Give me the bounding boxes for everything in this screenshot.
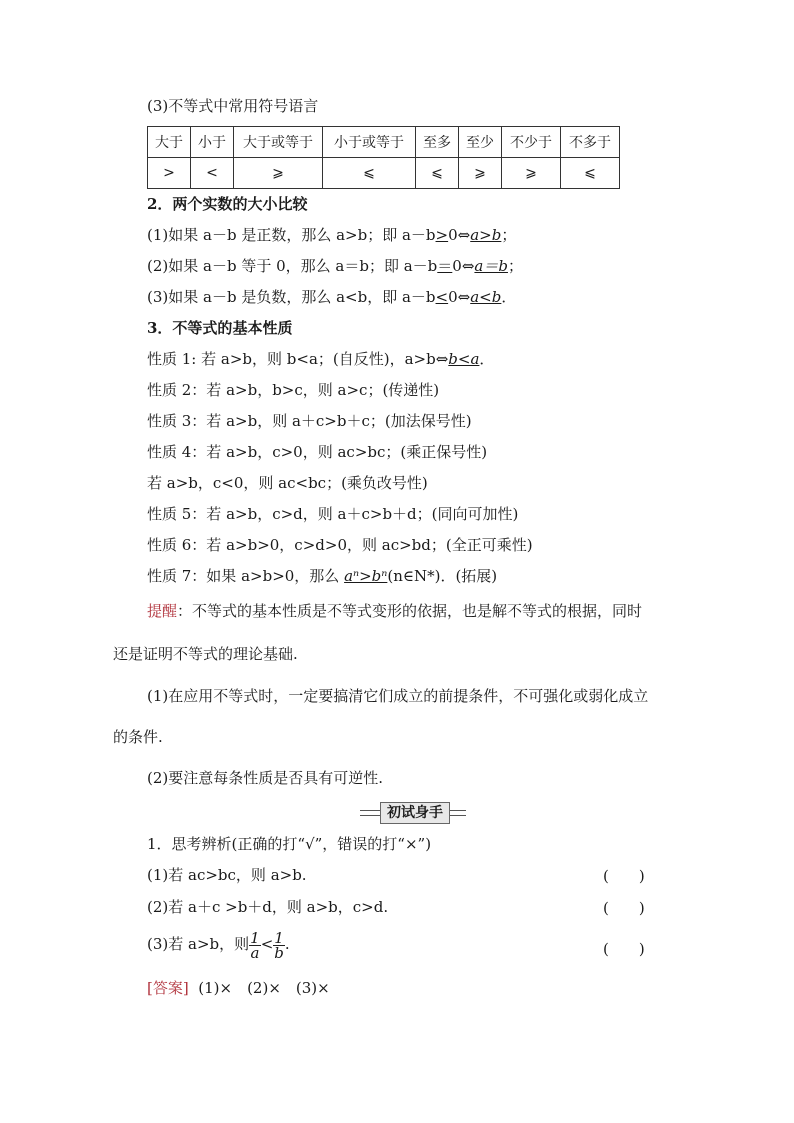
answer-blank-2: ( ) [603, 899, 645, 917]
header-cell: 至少 [459, 127, 502, 158]
value-cell: ⩾ [459, 158, 502, 189]
reminder-note-2: (2)要注意每条性质是否具有可逆性. [147, 769, 384, 787]
property-7-result: aⁿ>bⁿ [344, 567, 388, 585]
header-cell: 不少于 [502, 127, 561, 158]
section-header [360, 800, 466, 824]
compare-line-3-relation: < [435, 288, 449, 306]
reminder-line-1 [147, 601, 642, 621]
property-1-result: b<a [448, 350, 480, 368]
header-cell: 不多于 [561, 127, 620, 158]
answer-label: [答案] [147, 979, 189, 997]
compare-line-3-end: ． [501, 288, 517, 306]
value-cell: ⩾ [234, 158, 323, 189]
compare-line-2-relation: ＝ [437, 257, 453, 275]
reminder-line-2: 还是证明不等式的理论基础. [113, 645, 298, 663]
value-cell: > [148, 158, 191, 189]
section-header-title: 初试身手 [380, 802, 450, 824]
exercise-item-2: (2)若 a＋c >b＋d，则 a>b，c>d. [147, 898, 389, 916]
fraction-numerator: 1 [274, 928, 284, 947]
header-cell: 至多 [416, 127, 459, 158]
property-2: 性质 2：若 a>b，b>c，则 a>c；(传递性) [147, 381, 440, 399]
symbols-heading: (3)不等式中常用符号语言 [147, 97, 319, 115]
value-cell: ⩾ [502, 158, 561, 189]
value-cell: ⩽ [561, 158, 620, 189]
symbol-table-header-row [148, 127, 620, 158]
compare-line-3-mid: 0⇔ [448, 288, 471, 306]
property-6: 性质 6：若 a>b>0，c>d>0，则 ac>bd；(全正可乘性) [147, 536, 533, 554]
reminder-text-1: ：不等式的基本性质是不等式变形的依据，也是解不等式的根据，同时 [177, 602, 643, 620]
header-cell: 大于 [148, 127, 191, 158]
header-cell: 大于或等于 [234, 127, 323, 158]
compare-line-1-result: a>b [470, 226, 502, 244]
property-1-end: ． [479, 350, 495, 368]
properties-title: 3．不等式的基本性质 [147, 319, 293, 337]
compare-line-3 [147, 287, 516, 307]
compare-line-1 [147, 225, 516, 245]
compare-line-3-result: a<b [470, 288, 502, 306]
property-3: 性质 3：若 a>b，则 a＋c>b＋c；(加法保号性) [147, 412, 472, 430]
compare-line-2-end: ； [507, 257, 523, 275]
property-4: 性质 4：若 a>b，c>0，则 ac>bc；(乘正保号性) [147, 443, 488, 461]
exercise-item-1: (1)若 ac>bc，则 a>b. [147, 866, 307, 884]
property-7-text: 性质 7：如果 a>b>0，那么 [147, 567, 345, 585]
compare-line-1-end: ； [501, 226, 517, 244]
fraction-denominator: b [274, 943, 284, 962]
exercise-question: 1．思考辨析(正确的打“√”，错误的打“×”) [147, 835, 432, 853]
value-cell: < [191, 158, 234, 189]
value-cell: ⩽ [323, 158, 416, 189]
header-cell: 小于或等于 [323, 127, 416, 158]
answer-text: (1)× (2)× (3)× [198, 979, 330, 997]
less-than-sign: < [260, 935, 274, 953]
compare-line-2 [147, 256, 523, 276]
compare-line-2-text: (2)如果 a－b 等于 0，那么 a＝b；即 a－b [147, 257, 438, 275]
property-1-text: 性质 1: 若 a>b，则 b<a；(自反性)，a>b⇔ [147, 350, 449, 368]
fraction-1-over-a [249, 928, 261, 962]
compare-line-2-mid: 0⇔ [452, 257, 475, 275]
compare-line-1-text: (1)如果 a－b 是正数，那么 a>b；即 a－b [147, 226, 436, 244]
symbol-table [147, 126, 620, 189]
answer-blank-1: ( ) [603, 867, 645, 885]
reminder-note-1a: (1)在应用不等式时，一定要搞清它们成立的前提条件，不可强化或弱化成立 [147, 687, 649, 705]
fraction-1-over-b [273, 928, 285, 962]
property-1 [147, 349, 494, 369]
compare-line-1-relation: > [435, 226, 449, 244]
fraction-denominator: a [250, 943, 260, 962]
property-7 [147, 566, 497, 586]
property-7-end: (n∈N*)．(拓展) [387, 567, 498, 585]
property-5: 性质 5：若 a>b，c>d，则 a＋c>b＋d；(同向可加性) [147, 505, 519, 523]
compare-title: 2．两个实数的大小比较 [147, 195, 308, 213]
answer-line [147, 978, 330, 998]
reminder-label: 提醒 [147, 602, 178, 620]
value-cell: ⩽ [416, 158, 459, 189]
symbol-table-value-row [148, 158, 620, 189]
header-cell: 小于 [191, 127, 234, 158]
compare-line-2-result: a＝b [474, 257, 508, 275]
answer-blank-3: ( ) [603, 940, 645, 958]
exercise-item-3 [147, 928, 290, 960]
exercise-item-3-end: . [284, 935, 290, 953]
fraction-numerator: 1 [250, 928, 260, 947]
property-4-negative: 若 a>b，c<0，则 ac<bc；(乘负改号性) [147, 474, 428, 492]
exercise-item-3-text: (3)若 a>b，则 [147, 935, 250, 953]
reminder-note-1b: 的条件. [113, 728, 163, 746]
compare-line-1-mid: 0⇔ [448, 226, 471, 244]
compare-line-3-text: (3)如果 a－b 是负数，那么 a<b，即 a－b [147, 288, 436, 306]
